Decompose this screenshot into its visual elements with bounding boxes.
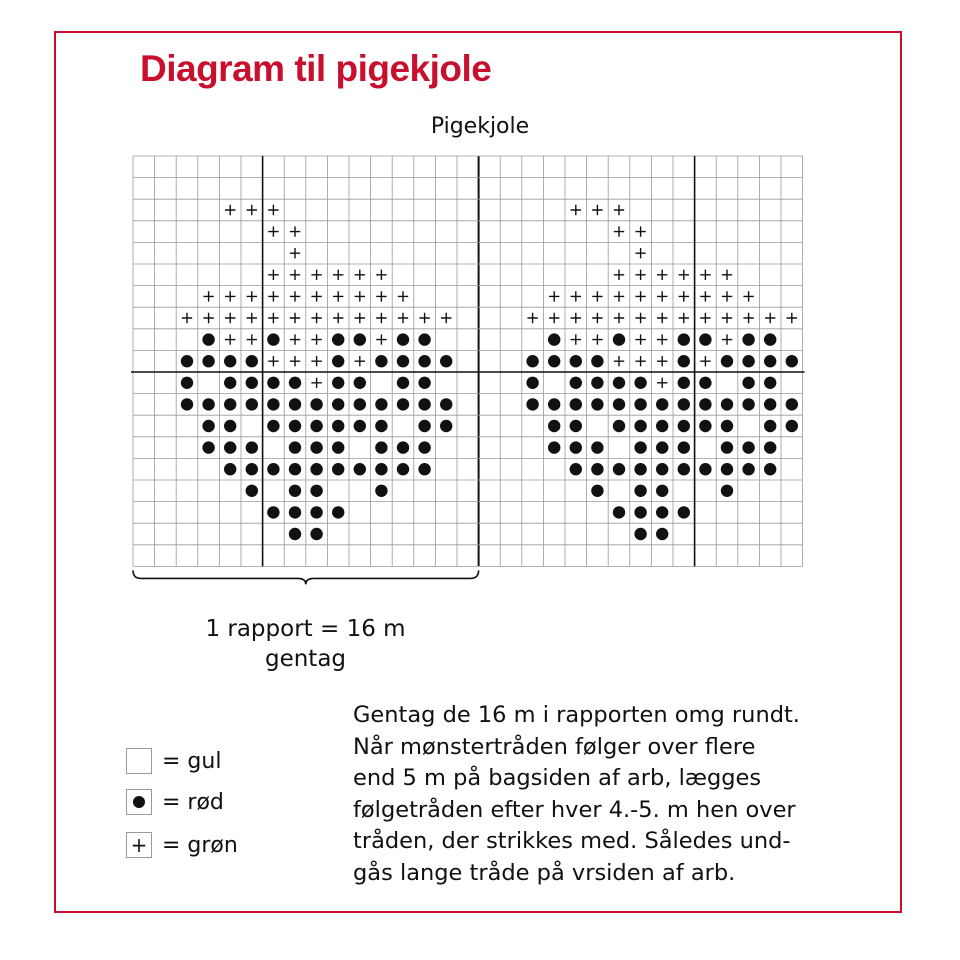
green-stitch-plus xyxy=(376,313,386,323)
green-stitch-plus xyxy=(355,270,365,280)
red-stitch-dot xyxy=(289,463,301,475)
red-stitch-dot xyxy=(289,420,301,432)
green-stitch-plus xyxy=(700,313,710,323)
green-stitch-plus xyxy=(268,226,278,236)
red-stitch-dot xyxy=(310,441,322,453)
green-stitch-plus xyxy=(376,270,386,280)
green-stitch-plus xyxy=(311,313,321,323)
red-stitch-dot xyxy=(570,355,582,367)
red-stitch-dot xyxy=(440,355,452,367)
green-stitch-plus xyxy=(743,291,753,301)
green-stitch-plus xyxy=(355,291,365,301)
green-stitch-plus xyxy=(247,291,257,301)
red-stitch-dot xyxy=(678,398,690,410)
green-stitch-plus xyxy=(635,334,645,344)
green-stitch-plus xyxy=(657,291,667,301)
green-stitch-plus xyxy=(614,205,624,215)
green-stitch-plus xyxy=(247,205,257,215)
green-stitch-plus xyxy=(635,356,645,366)
red-stitch-dot xyxy=(202,420,214,432)
green-stitch-plus xyxy=(268,291,278,301)
red-stitch-dot xyxy=(354,333,366,345)
green-stitch-plus xyxy=(290,270,300,280)
green-stitch-plus xyxy=(333,313,343,323)
diagram-title: Diagram til pigekjole xyxy=(140,48,492,89)
green-stitch-plus xyxy=(182,313,192,323)
red-stitch-dot xyxy=(397,463,409,475)
instructions-line: Gentag de 16 m i rapporten omg rundt. xyxy=(353,702,800,728)
green-stitch-plus xyxy=(398,291,408,301)
red-stitch-dot xyxy=(332,463,344,475)
green-stitch-plus xyxy=(247,313,257,323)
green-stitch-plus xyxy=(679,291,689,301)
red-stitch-dot xyxy=(354,463,366,475)
red-stitch-dot xyxy=(332,398,344,410)
red-stitch-dot xyxy=(656,506,668,518)
green-stitch-plus xyxy=(268,270,278,280)
red-stitch-dot xyxy=(613,377,625,389)
green-stitch-plus xyxy=(290,334,300,344)
green-stitch-plus xyxy=(311,291,321,301)
red-stitch-dot xyxy=(397,355,409,367)
green-stitch-plus xyxy=(722,291,732,301)
red-stitch-dot xyxy=(656,441,668,453)
red-stitch-dot xyxy=(721,485,733,497)
instructions-line: Når mønstertråden følger over flere xyxy=(353,733,756,760)
red-stitch-dot xyxy=(570,463,582,475)
red-stitch-dot xyxy=(332,420,344,432)
red-stitch-dot xyxy=(267,398,279,410)
red-stitch-dot xyxy=(742,377,754,389)
red-stitch-dot xyxy=(332,506,344,518)
red-stitch-dot xyxy=(289,528,301,540)
green-stitch-plus xyxy=(700,291,710,301)
red-stitch-dot xyxy=(246,377,258,389)
red-stitch-dot xyxy=(332,441,344,453)
green-stitch-plus xyxy=(290,313,300,323)
red-stitch-dot xyxy=(613,333,625,345)
red-stitch-dot xyxy=(678,463,690,475)
green-stitch-plus xyxy=(225,334,235,344)
red-stitch-dot xyxy=(397,377,409,389)
green-stitch-plus xyxy=(657,356,667,366)
red-stitch-dot xyxy=(678,377,690,389)
green-stitch-plus xyxy=(549,313,559,323)
red-stitch-dot xyxy=(786,355,798,367)
red-stitch-dot xyxy=(418,377,430,389)
red-stitch-dot xyxy=(289,485,301,497)
green-stitch-plus xyxy=(635,291,645,301)
empty-square-icon xyxy=(126,748,152,774)
red-stitch-dot xyxy=(764,398,776,410)
repeat-label: 1 rapport = 16 m xyxy=(205,616,406,642)
green-stitch-plus xyxy=(722,270,732,280)
green-stitch-plus xyxy=(679,270,689,280)
red-stitch-dot xyxy=(764,333,776,345)
red-stitch-dot xyxy=(678,355,690,367)
red-stitch-dot xyxy=(591,398,603,410)
red-stitch-dot xyxy=(246,398,258,410)
red-stitch-dot xyxy=(418,355,430,367)
green-stitch-plus xyxy=(614,226,624,236)
red-stitch-dot xyxy=(354,398,366,410)
green-stitch-plus xyxy=(549,291,559,301)
red-stitch-dot xyxy=(224,398,236,410)
instructions-line: følgetråden efter hver 4.-5. m hen over xyxy=(353,796,796,823)
red-stitch-dot xyxy=(418,441,430,453)
red-stitch-dot xyxy=(721,355,733,367)
red-stitch-dot xyxy=(332,377,344,389)
red-stitch-dot xyxy=(656,528,668,540)
red-stitch-dot xyxy=(570,377,582,389)
green-stitch-plus xyxy=(290,226,300,236)
green-stitch-plus xyxy=(333,270,343,280)
red-stitch-dot xyxy=(613,506,625,518)
green-stitch-plus xyxy=(441,313,451,323)
green-stitch-plus xyxy=(225,291,235,301)
green-stitch-plus xyxy=(571,205,581,215)
green-stitch-plus xyxy=(765,313,775,323)
red-stitch-dot xyxy=(310,463,322,475)
red-stitch-dot xyxy=(440,420,452,432)
red-stitch-dot xyxy=(224,420,236,432)
red-stitch-dot xyxy=(678,441,690,453)
dot-square-icon xyxy=(126,789,152,815)
red-stitch-dot xyxy=(634,377,646,389)
red-stitch-dot xyxy=(548,420,560,432)
red-stitch-dot xyxy=(721,420,733,432)
green-stitch-plus xyxy=(657,334,667,344)
legend-label-rod: = rød xyxy=(162,789,224,815)
green-stitch-plus xyxy=(203,291,213,301)
red-stitch-dot xyxy=(354,377,366,389)
green-stitch-plus xyxy=(268,313,278,323)
red-stitch-dot xyxy=(202,398,214,410)
green-stitch-plus xyxy=(376,334,386,344)
instructions-line: end 5 m på bagsiden af arb, lægges xyxy=(353,765,762,791)
green-stitch-plus xyxy=(700,356,710,366)
green-stitch-plus xyxy=(333,291,343,301)
red-stitch-dot xyxy=(375,463,387,475)
red-stitch-dot xyxy=(289,377,301,389)
green-stitch-plus xyxy=(592,334,602,344)
red-stitch-dot xyxy=(202,333,214,345)
red-stitch-dot xyxy=(289,398,301,410)
red-stitch-dot xyxy=(634,506,646,518)
green-stitch-plus xyxy=(571,334,581,344)
red-stitch-dot xyxy=(742,398,754,410)
green-stitch-plus xyxy=(722,313,732,323)
red-stitch-dot xyxy=(267,506,279,518)
green-stitch-plus xyxy=(722,334,732,344)
red-stitch-dot xyxy=(699,463,711,475)
red-stitch-dot xyxy=(310,398,322,410)
red-stitch-dot xyxy=(354,420,366,432)
red-stitch-dot xyxy=(721,398,733,410)
red-stitch-dot xyxy=(526,377,538,389)
green-stitch-plus xyxy=(311,270,321,280)
green-stitch-plus xyxy=(657,378,667,388)
red-stitch-dot xyxy=(591,377,603,389)
red-stitch-dot xyxy=(591,441,603,453)
red-stitch-dot xyxy=(721,463,733,475)
red-stitch-dot xyxy=(310,485,322,497)
red-stitch-dot xyxy=(548,333,560,345)
red-stitch-dot xyxy=(699,377,711,389)
green-stitch-plus xyxy=(635,270,645,280)
red-stitch-dot xyxy=(418,420,430,432)
red-stitch-dot xyxy=(742,441,754,453)
red-stitch-dot xyxy=(656,398,668,410)
legend-label-gron: = grøn xyxy=(162,832,238,858)
red-stitch-dot xyxy=(224,355,236,367)
red-stitch-dot xyxy=(634,420,646,432)
green-stitch-plus xyxy=(592,313,602,323)
green-stitch-plus xyxy=(203,313,213,323)
red-stitch-dot xyxy=(786,420,798,432)
red-stitch-dot xyxy=(656,463,668,475)
red-stitch-dot xyxy=(224,377,236,389)
red-stitch-dot xyxy=(591,463,603,475)
red-stitch-dot xyxy=(764,463,776,475)
red-stitch-dot xyxy=(267,420,279,432)
green-stitch-plus xyxy=(290,291,300,301)
red-stitch-dot xyxy=(375,398,387,410)
red-stitch-dot xyxy=(224,463,236,475)
legend-item-gul xyxy=(126,746,221,776)
red-stitch-dot xyxy=(181,355,193,367)
green-stitch-plus xyxy=(290,248,300,258)
plus-square-icon: + xyxy=(126,832,152,858)
red-stitch-dot xyxy=(656,485,668,497)
red-stitch-dot xyxy=(397,398,409,410)
red-stitch-dot xyxy=(440,398,452,410)
red-stitch-dot xyxy=(246,485,258,497)
green-stitch-plus xyxy=(614,270,624,280)
green-stitch-plus xyxy=(635,313,645,323)
red-stitch-dot xyxy=(397,333,409,345)
red-stitch-dot xyxy=(634,441,646,453)
red-stitch-dot xyxy=(634,398,646,410)
green-stitch-plus xyxy=(657,313,667,323)
red-stitch-dot xyxy=(678,506,690,518)
red-stitch-dot xyxy=(246,355,258,367)
instructions-text xyxy=(353,700,893,889)
green-stitch-plus xyxy=(355,313,365,323)
legend-label-gul: = gul xyxy=(162,748,222,774)
red-stitch-dot xyxy=(418,333,430,345)
green-stitch-plus xyxy=(614,291,624,301)
repeat-brace xyxy=(133,570,479,584)
red-stitch-dot xyxy=(699,398,711,410)
red-stitch-dot xyxy=(375,420,387,432)
red-stitch-dot xyxy=(678,420,690,432)
red-stitch-dot xyxy=(656,420,668,432)
red-stitch-dot xyxy=(570,441,582,453)
green-stitch-plus xyxy=(311,378,321,388)
green-stitch-plus xyxy=(787,313,797,323)
green-stitch-plus xyxy=(247,334,257,344)
red-stitch-dot xyxy=(613,398,625,410)
green-stitch-plus xyxy=(268,356,278,366)
red-stitch-dot xyxy=(418,463,430,475)
green-stitch-plus xyxy=(592,205,602,215)
red-stitch-dot xyxy=(742,463,754,475)
green-stitch-plus xyxy=(635,226,645,236)
legend-item-rod xyxy=(126,787,224,817)
red-stitch-dot xyxy=(375,441,387,453)
red-stitch-dot xyxy=(742,333,754,345)
chart-subtitle: Pigekjole xyxy=(430,114,530,139)
red-stitch-dot xyxy=(591,355,603,367)
red-stitch-dot xyxy=(267,333,279,345)
green-stitch-plus xyxy=(700,270,710,280)
red-stitch-dot xyxy=(310,506,322,518)
red-stitch-dot xyxy=(591,485,603,497)
green-stitch-plus xyxy=(614,313,624,323)
red-stitch-dot xyxy=(699,420,711,432)
red-stitch-dot xyxy=(678,333,690,345)
red-stitch-dot xyxy=(764,420,776,432)
red-stitch-dot xyxy=(699,333,711,345)
red-stitch-dot xyxy=(786,398,798,410)
red-stitch-dot xyxy=(246,441,258,453)
red-stitch-dot xyxy=(181,377,193,389)
red-stitch-dot xyxy=(332,355,344,367)
red-stitch-dot xyxy=(634,528,646,540)
red-stitch-dot xyxy=(548,355,560,367)
red-stitch-dot xyxy=(764,441,776,453)
red-stitch-dot xyxy=(634,485,646,497)
red-stitch-dot xyxy=(289,506,301,518)
instructions-line: gås lange tråde på vrsiden af arb. xyxy=(353,859,736,886)
red-stitch-dot xyxy=(742,355,754,367)
green-stitch-plus xyxy=(225,205,235,215)
green-stitch-plus xyxy=(398,313,408,323)
red-stitch-dot xyxy=(202,355,214,367)
instructions-line: tråden, der strikkes med. Således und- xyxy=(353,828,791,854)
green-stitch-plus xyxy=(614,356,624,366)
red-stitch-dot xyxy=(418,398,430,410)
red-stitch-dot xyxy=(613,420,625,432)
green-stitch-plus xyxy=(376,291,386,301)
red-stitch-dot xyxy=(375,355,387,367)
red-stitch-dot xyxy=(613,463,625,475)
red-stitch-dot xyxy=(267,377,279,389)
red-stitch-dot xyxy=(548,441,560,453)
red-stitch-dot xyxy=(634,463,646,475)
red-stitch-dot xyxy=(267,463,279,475)
red-stitch-dot xyxy=(224,441,236,453)
green-stitch-plus xyxy=(571,291,581,301)
green-stitch-plus xyxy=(225,313,235,323)
green-stitch-plus xyxy=(419,313,429,323)
green-stitch-plus xyxy=(635,248,645,258)
green-stitch-plus xyxy=(592,291,602,301)
red-stitch-dot xyxy=(570,420,582,432)
red-stitch-dot xyxy=(246,463,258,475)
green-stitch-plus xyxy=(743,313,753,323)
red-stitch-dot xyxy=(332,333,344,345)
green-stitch-plus xyxy=(527,313,537,323)
legend-item-gron xyxy=(126,830,238,860)
green-stitch-plus xyxy=(679,313,689,323)
green-stitch-plus xyxy=(290,356,300,366)
red-stitch-dot xyxy=(202,441,214,453)
green-stitch-plus xyxy=(657,270,667,280)
repeat-instruction: gentag xyxy=(264,646,347,672)
red-stitch-dot xyxy=(526,398,538,410)
red-stitch-dot xyxy=(181,398,193,410)
green-stitch-plus xyxy=(311,334,321,344)
red-stitch-dot xyxy=(764,355,776,367)
green-stitch-plus xyxy=(355,356,365,366)
red-stitch-dot xyxy=(570,398,582,410)
red-stitch-dot xyxy=(548,398,560,410)
red-stitch-dot xyxy=(764,377,776,389)
red-stitch-dot xyxy=(526,355,538,367)
red-stitch-dot xyxy=(310,420,322,432)
red-stitch-dot xyxy=(310,528,322,540)
red-stitch-dot xyxy=(397,441,409,453)
green-stitch-plus xyxy=(571,313,581,323)
red-stitch-dot xyxy=(289,441,301,453)
green-stitch-plus xyxy=(268,205,278,215)
green-stitch-plus xyxy=(311,356,321,366)
red-stitch-dot xyxy=(375,485,387,497)
red-stitch-dot xyxy=(721,441,733,453)
